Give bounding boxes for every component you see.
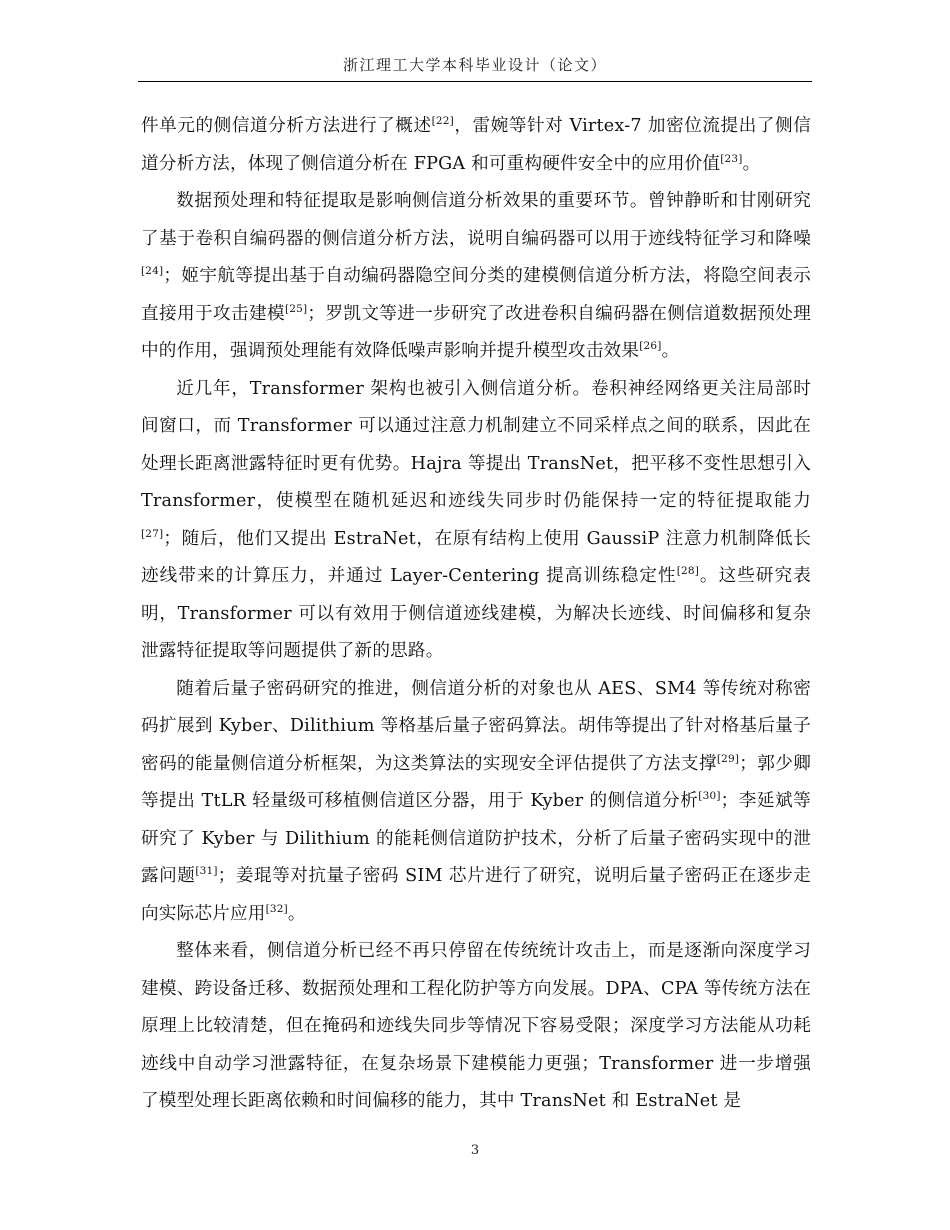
text-run: 件单元的侧信道分析方法进行了概述: [141, 116, 432, 136]
text-run: 。: [287, 903, 306, 924]
citation-ref: [22]: [431, 115, 454, 127]
citation-ref: [26]: [639, 340, 662, 352]
citation-ref: [31]: [195, 865, 218, 877]
citation-ref: [27]: [141, 527, 164, 540]
text-run: 。这些研究表明，Transformer 可以有效用于侧信道迹线建模，为解决长迹线、时间偏移和复杂泄露特征提取等问题提供了新的思路。: [141, 566, 811, 661]
text-run: 。: [742, 153, 761, 174]
header-rule: [138, 81, 812, 82]
text-run: 数据预处理和特征提取是影响侧信道分析效果的重要环节。曾钟静昕和甘刚研究了基于卷积自编码器的侧信道分析方法，说明自编码器可以用于迹线特征学习和降噪: [141, 191, 811, 249]
text-run: 近几年，Transformer 架构也被引入侧信道分析。卷积神经网络更关注局部时间窗口，而 Transformer 可以通过注意力机制建立不同采样点之间的联系，因此在处理长距离泄露特征时更有优势。Hajra 等提出 TransNet，把平移不变性思想引入 Transformer，使模型在随机延迟和迹线失同步时仍能保持一定的特征提取能力: [141, 378, 811, 511]
citation-ref: [25]: [284, 302, 308, 315]
citation-ref: [29]: [716, 752, 740, 765]
paragraph: [141, 371, 811, 671]
text-run: 随着后量子密码研究的推进，侧信道分析的对象也从 AES、SM4 等传统对称密码扩展到 Kyber、Dilithium 等格基后量子密码算法。胡伟等提出了针对格基后量子密码的能量侧信道分析框架，为这类算法的实现安全评估提供了方法支撑: [141, 678, 811, 774]
text-run: ；姬宇航等提出基于自动编码器隐空间分类的建模侧信道分析方法，将隐空间表示直接用于攻击建模: [141, 266, 811, 324]
citation-ref: [24]: [141, 265, 164, 277]
text-run: ；罗凯文等进一步研究了改进卷积自编码器在侧信道数据预处理中的作用，强调预处理能有效降低噪声影响并提升模型攻击效果: [141, 303, 811, 361]
page-number: 3: [470, 1143, 480, 1158]
text-run: ；姜琨等对抗量子密码 SIM 芯片进行了研究，说明后量子密码正在逐步走向实际芯片应用: [141, 866, 811, 924]
paragraph: [141, 671, 811, 934]
citation-ref: [23]: [720, 152, 743, 165]
text-run: 整体来看，侧信道分析已经不再只停留在传统统计攻击上，而是逐渐向深度学习建模、跨设备迁移、数据预处理和工程化防护等方向发展。DPA、CPA 等传统方法在原理上比较清楚，但在掩码和迹线失同步等情况下容易受限；深度学习方法能从功耗迹线中自动学习泄露特征，在复杂场景下建模能力更强；Transformer 进一步增强了模型处理长距离依赖和时间偏移的能力，其中 TransNet 和 EstraNet 是: [141, 941, 811, 1111]
text-run: 。: [661, 341, 680, 361]
citation-ref: [28]: [676, 565, 700, 577]
text-run: ；李延斌等研究了 Kyber 与 Dilithium 的能耗侧信道防护技术，分析了后量子密码实现中的泄露问题: [141, 791, 811, 886]
citation-ref: [30]: [698, 790, 721, 802]
text-run: ，雷婉等针对 Virtex-7 加密位流提出了侧信道分析方法，体现了侧信道分析在 FPGA 和可重构硬件安全中的应用价值: [141, 116, 811, 174]
paragraph: [141, 183, 811, 371]
text-run: ；郭少卿等提出 TtLR 轻量级可移植侧信道区分器，用于 Kyber 的侧信道分析: [141, 753, 811, 811]
text-run: ；随后，他们又提出 EstraNet，在原有结构上使用 GaussiP 注意力机制降低长迹线带来的计算压力，并通过 Layer-Centering 提高训练稳定性: [141, 528, 811, 586]
citation-ref: [32]: [265, 902, 288, 915]
paragraph: [141, 108, 811, 183]
running-header: 浙江理工大学本科毕业设计（论文）: [342, 56, 607, 74]
paragraph: [141, 933, 811, 1121]
body-text: [141, 108, 811, 1121]
